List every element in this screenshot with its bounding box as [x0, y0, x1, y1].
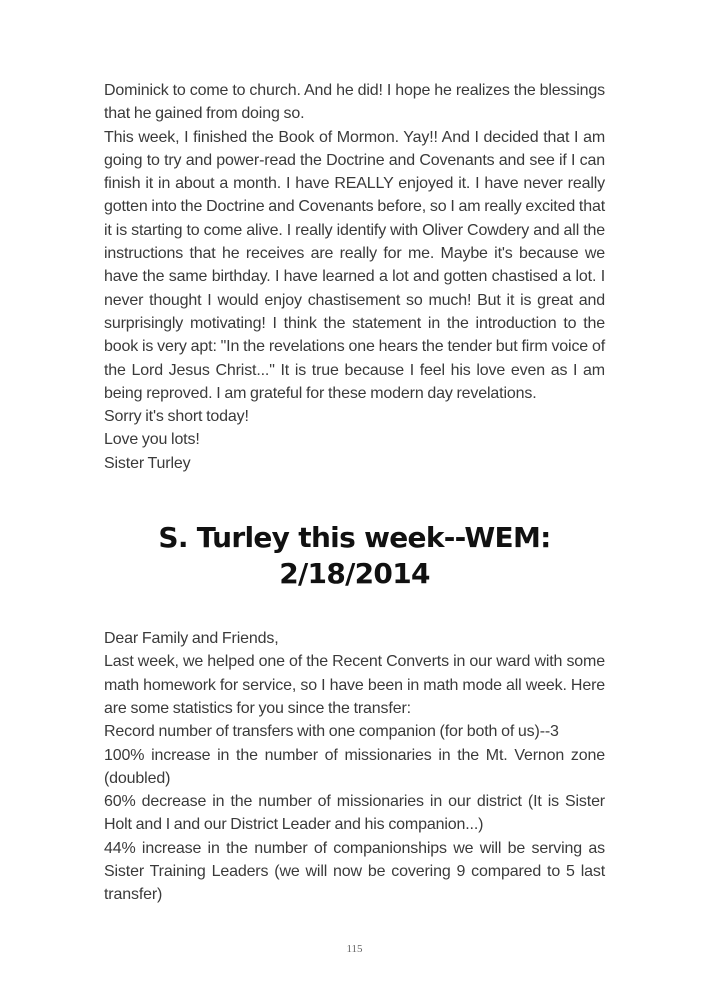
section-title	[104, 520, 605, 592]
section-title-line1: S. Turley this week--WEM:	[158, 521, 551, 555]
paragraph-book-of-mormon: This week, I finished the Book of Mormon. Yay!! And I decided that I am going to try and power-read the Doctrine and Covenants and see if I can finish it in about a month. I have REALLY enjoyed it. I have never really gotten into the Doctrine and Covenants before, so I am really excited that it is starting to come alive. I really identify with Oliver Cowdery and all the instructions that he receives are really for me. Maybe it's because we have the same birthday. I have learned a lot and gotten chastised a lot. I never thought I would enjoy chastisement so much! But it is great and surprisingly motivating! I think the statement in the introduction to the book is very apt: "In the revelations one hears the tender but firm voice of the Lord Jesus Christ..." It is true because I feel his love even as I am being reproved. I am grateful for these modern day revelations.	[104, 128, 605, 402]
signature-sister-turley: Sister Turley	[104, 454, 191, 472]
stat-transfers: Record number of transfers with one companion (for both of us)--3	[104, 723, 559, 741]
section-title-line2: 2/18/2014	[279, 557, 430, 591]
greeting: Dear Family and Friends,	[104, 630, 279, 648]
page-body	[104, 79, 605, 907]
paragraph-math-homework: Last week, we helped one of the Recent Converts in our ward with some math homework for service, so I have been in math mode all week. Here are some statistics for you since the transfer:	[104, 653, 605, 717]
section-spacer	[104, 475, 605, 520]
page-number: 115	[346, 943, 363, 955]
stat-zone-increase: 100% increase in the number of missionaries in the Mt. Vernon zone (doubled)	[104, 746, 605, 787]
paragraph-continued-dominick: Dominick to come to church. And he did! I hope he realizes the blessings that he gained from doing so.	[104, 82, 605, 123]
paragraph-sorry-short: Sorry it's short today!	[104, 408, 249, 426]
heading-spacer	[104, 592, 605, 627]
paragraph-love-you: Love you lots!	[104, 431, 200, 449]
stat-companionships-increase: 44% increase in the number of companionships we will be serving as Sister Training Leaders (we will now be covering 9 compared to 5 last transfer)	[104, 839, 605, 904]
stat-district-decrease: 60% decrease in the number of missionaries in our district (It is Sister Holt and I and our District Leader and his companion...)	[104, 793, 605, 834]
